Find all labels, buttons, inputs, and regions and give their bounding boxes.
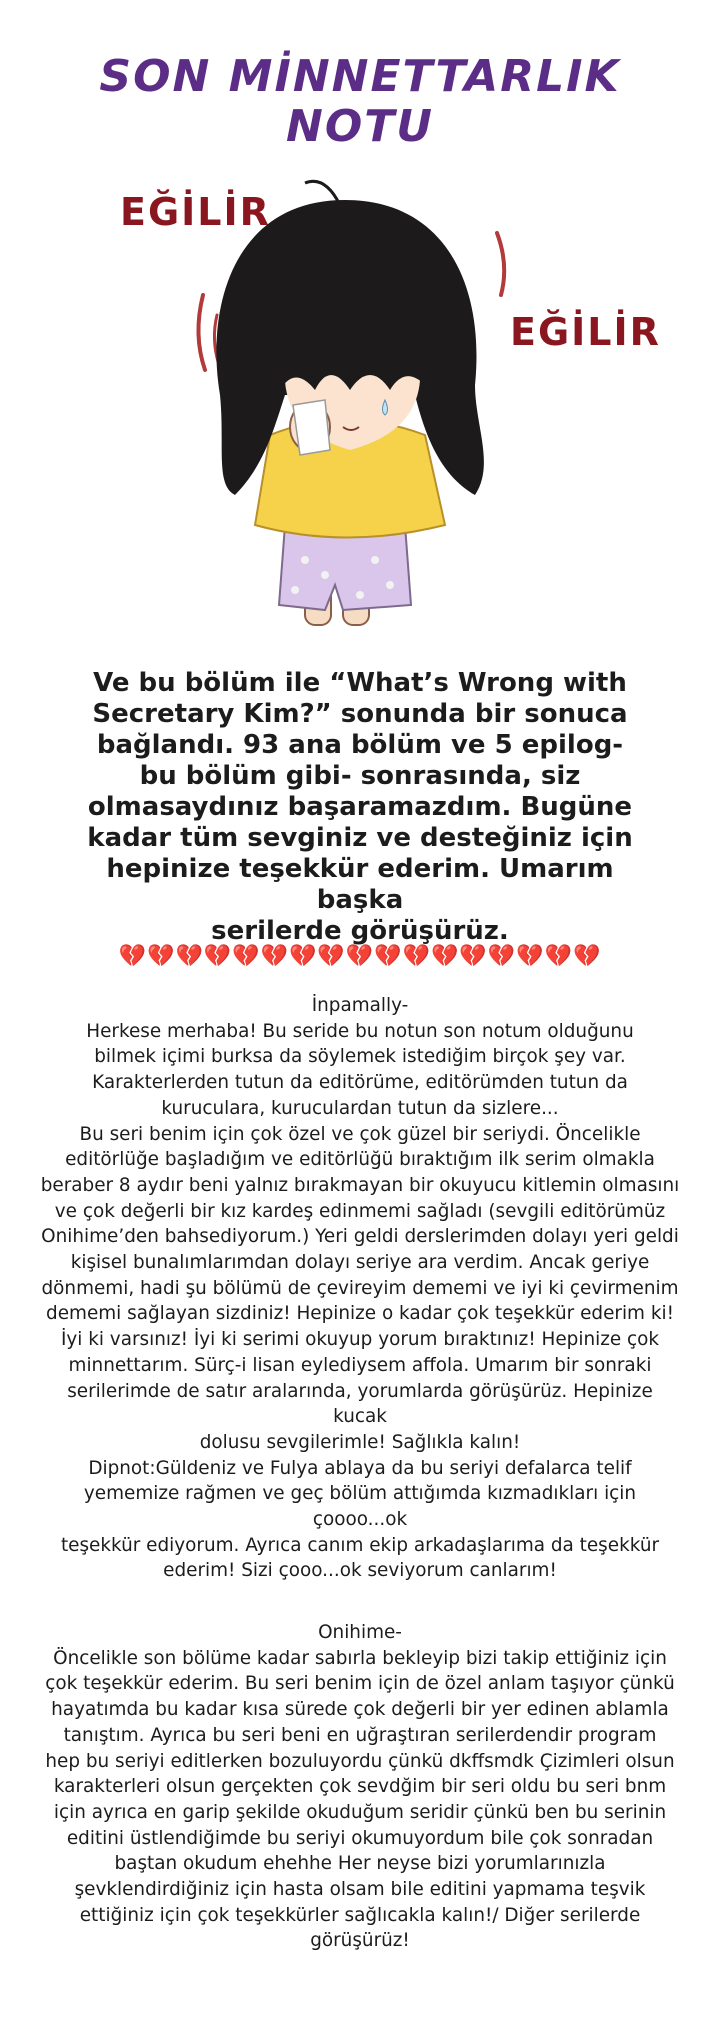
- motion-line-left: [198, 295, 205, 370]
- intro-line: kadar tüm sevginiz ve desteğiniz için: [87, 823, 633, 853]
- heart-divider: 💔💔💔💔💔💔💔💔💔💔💔💔💔💔💔💔💔: [118, 943, 602, 968]
- note-line: editörlüğe başladığım ve editörlüğü bıraktığım ilk serim olmakla: [65, 1149, 655, 1171]
- title-line-1: SON MİNNETTARLIK: [99, 51, 621, 102]
- intro-line: olmasaydınız başaramazdım. Bugüne: [87, 792, 633, 822]
- title-line-2: NOTU: [286, 101, 434, 152]
- note-line: Bu seri benim için çok özel ve çok güzel bir seriydi. Öncelikle: [79, 1123, 641, 1145]
- note-line: yememize rağmen ve geç bölüm attığımda kızmadıkları için çoooo...ok: [83, 1483, 637, 1531]
- note-line: dönmemi, hadi şu bölümü de çevireyim dememi ve iyi ki çevirmenim: [41, 1277, 679, 1299]
- note-line: karakterleri olsun gerçekten çok sevdğim bir seri oldu bu seri bnm: [53, 1776, 667, 1798]
- note-line: baştan okudum ehehhe Her neyse bizi yorumlarınızla: [114, 1853, 606, 1875]
- note-inpamally: [40, 993, 680, 1584]
- note-line: tanıştım. Ayrıca bu seri beni en uğraştıran serilerdendir program: [63, 1724, 657, 1746]
- note-line: minnettarım. Sürç-i lisan eylediysem affola. Umarım bir sonraki: [68, 1354, 652, 1376]
- tissue: [293, 400, 330, 455]
- note-line: dememi sağlayan sizdiniz! Hepinize o kadar çok teşekkür ederim ki!: [46, 1303, 674, 1325]
- note-line: kişisel bunalımlarımdan dolayı seriye ara verdim. Ancak geriye: [70, 1252, 650, 1274]
- note-line: için ayrıca en garip şekilde okuduğum seridir çünkü ben bu serinin: [53, 1801, 667, 1823]
- intro-line: serilerde görüşürüz.: [211, 916, 509, 946]
- note-line: bilmek içimi burksa da söylemek istediğim birçok şey var.: [94, 1046, 626, 1068]
- note-onihime: [40, 1620, 680, 1954]
- note-line: İyi ki varsınız! İyi ki serimi okuyup yorum bıraktınız! Hepinize çok: [60, 1329, 660, 1351]
- note-line: serilerimde de satır aralarında, yorumlarda görüşürüz. Hepinize kucak: [67, 1380, 653, 1428]
- intro-line: Ve bu bölüm ile “What’s Wrong with: [93, 668, 627, 698]
- bangs: [275, 295, 425, 390]
- note-line: görüşürüz!: [310, 1930, 410, 1952]
- note-line: kuruculara, kuruculardan tutun da sizlere...: [161, 1097, 559, 1119]
- intro-line: bu bölüm gibi- sonrasında, siz: [139, 761, 581, 791]
- sound-effect-right: EĞİLİR: [510, 310, 661, 354]
- note-line: çok teşekkür ederim. Bu seri benim için de özel anlam taşıyor çünkü: [45, 1673, 675, 1695]
- note-line: şevklendirdiğiniz için hasta olsam bile editini yapmama teşvik: [74, 1879, 646, 1901]
- note-line: ve çok değerli bir kız kardeş edinmemi sağladı (sevgili editörümüz: [54, 1200, 666, 1222]
- motion-line-right: [497, 233, 504, 295]
- note-line: Dipnot:Güldeniz ve Fulya ablaya da bu seriyi defalarca telif: [88, 1457, 632, 1479]
- note-line: editini üstlendiğimde bu seriyi okumuyordum bile çok sonradan: [66, 1827, 654, 1849]
- note-author: İnpamally-: [311, 995, 409, 1016]
- note-author: Onihime-: [318, 1622, 402, 1643]
- intro-line: hepinize teşekkür ederim. Umarım başka: [106, 854, 614, 915]
- bowing-girl-illustration: [175, 165, 525, 645]
- intro-line: bağlandı. 93 ana bölüm ve 5 epilog-: [96, 730, 624, 760]
- note-line: hayatımda bu kadar kısa sürede çok değerli bir yer edinen ablamla: [51, 1699, 669, 1721]
- note-line: Öncelikle son bölüme kadar sabırla bekleyip bizi takip ettiğiniz için: [53, 1647, 667, 1669]
- note-line: beraber 8 aydır beni yalnız bırakmayan bir okuyucu kitlemin olmasını: [40, 1174, 680, 1196]
- intro-message: [70, 668, 650, 947]
- note-line: Karakterlerden tutun da editörüme, editörümden tutun da: [92, 1072, 628, 1094]
- sound-effect-left: EĞİLİR: [120, 190, 271, 234]
- note-line: Herkese merhaba! Bu seride bu notun son notum olduğunu: [86, 1020, 634, 1042]
- note-line: Onihime’den bahsediyorum.) Yeri geldi derslerimden dolayı yeri geldi: [41, 1226, 679, 1248]
- note-line: ederim! Sizi çooo...ok seviyorum canlarım!: [163, 1560, 557, 1582]
- intro-line: Secretary Kim?” sonunda bir sonuca: [92, 699, 628, 729]
- note-line: ettiğiniz için çok teşekkürler sağlıcakla kalın!/ Diğer serilerde: [79, 1904, 641, 1926]
- page-title: [0, 52, 720, 152]
- note-line: hep bu seriyi editlerken bozuluyordu çünkü dkffsmdk Çizimleri olsun: [45, 1750, 675, 1772]
- note-line: teşekkür ediyorum. Ayrıca canım ekip arkadaşlarıma da teşekkür: [60, 1534, 660, 1556]
- note-line: dolusu sevgilerimle! Sağlıkla kalın!: [199, 1431, 521, 1453]
